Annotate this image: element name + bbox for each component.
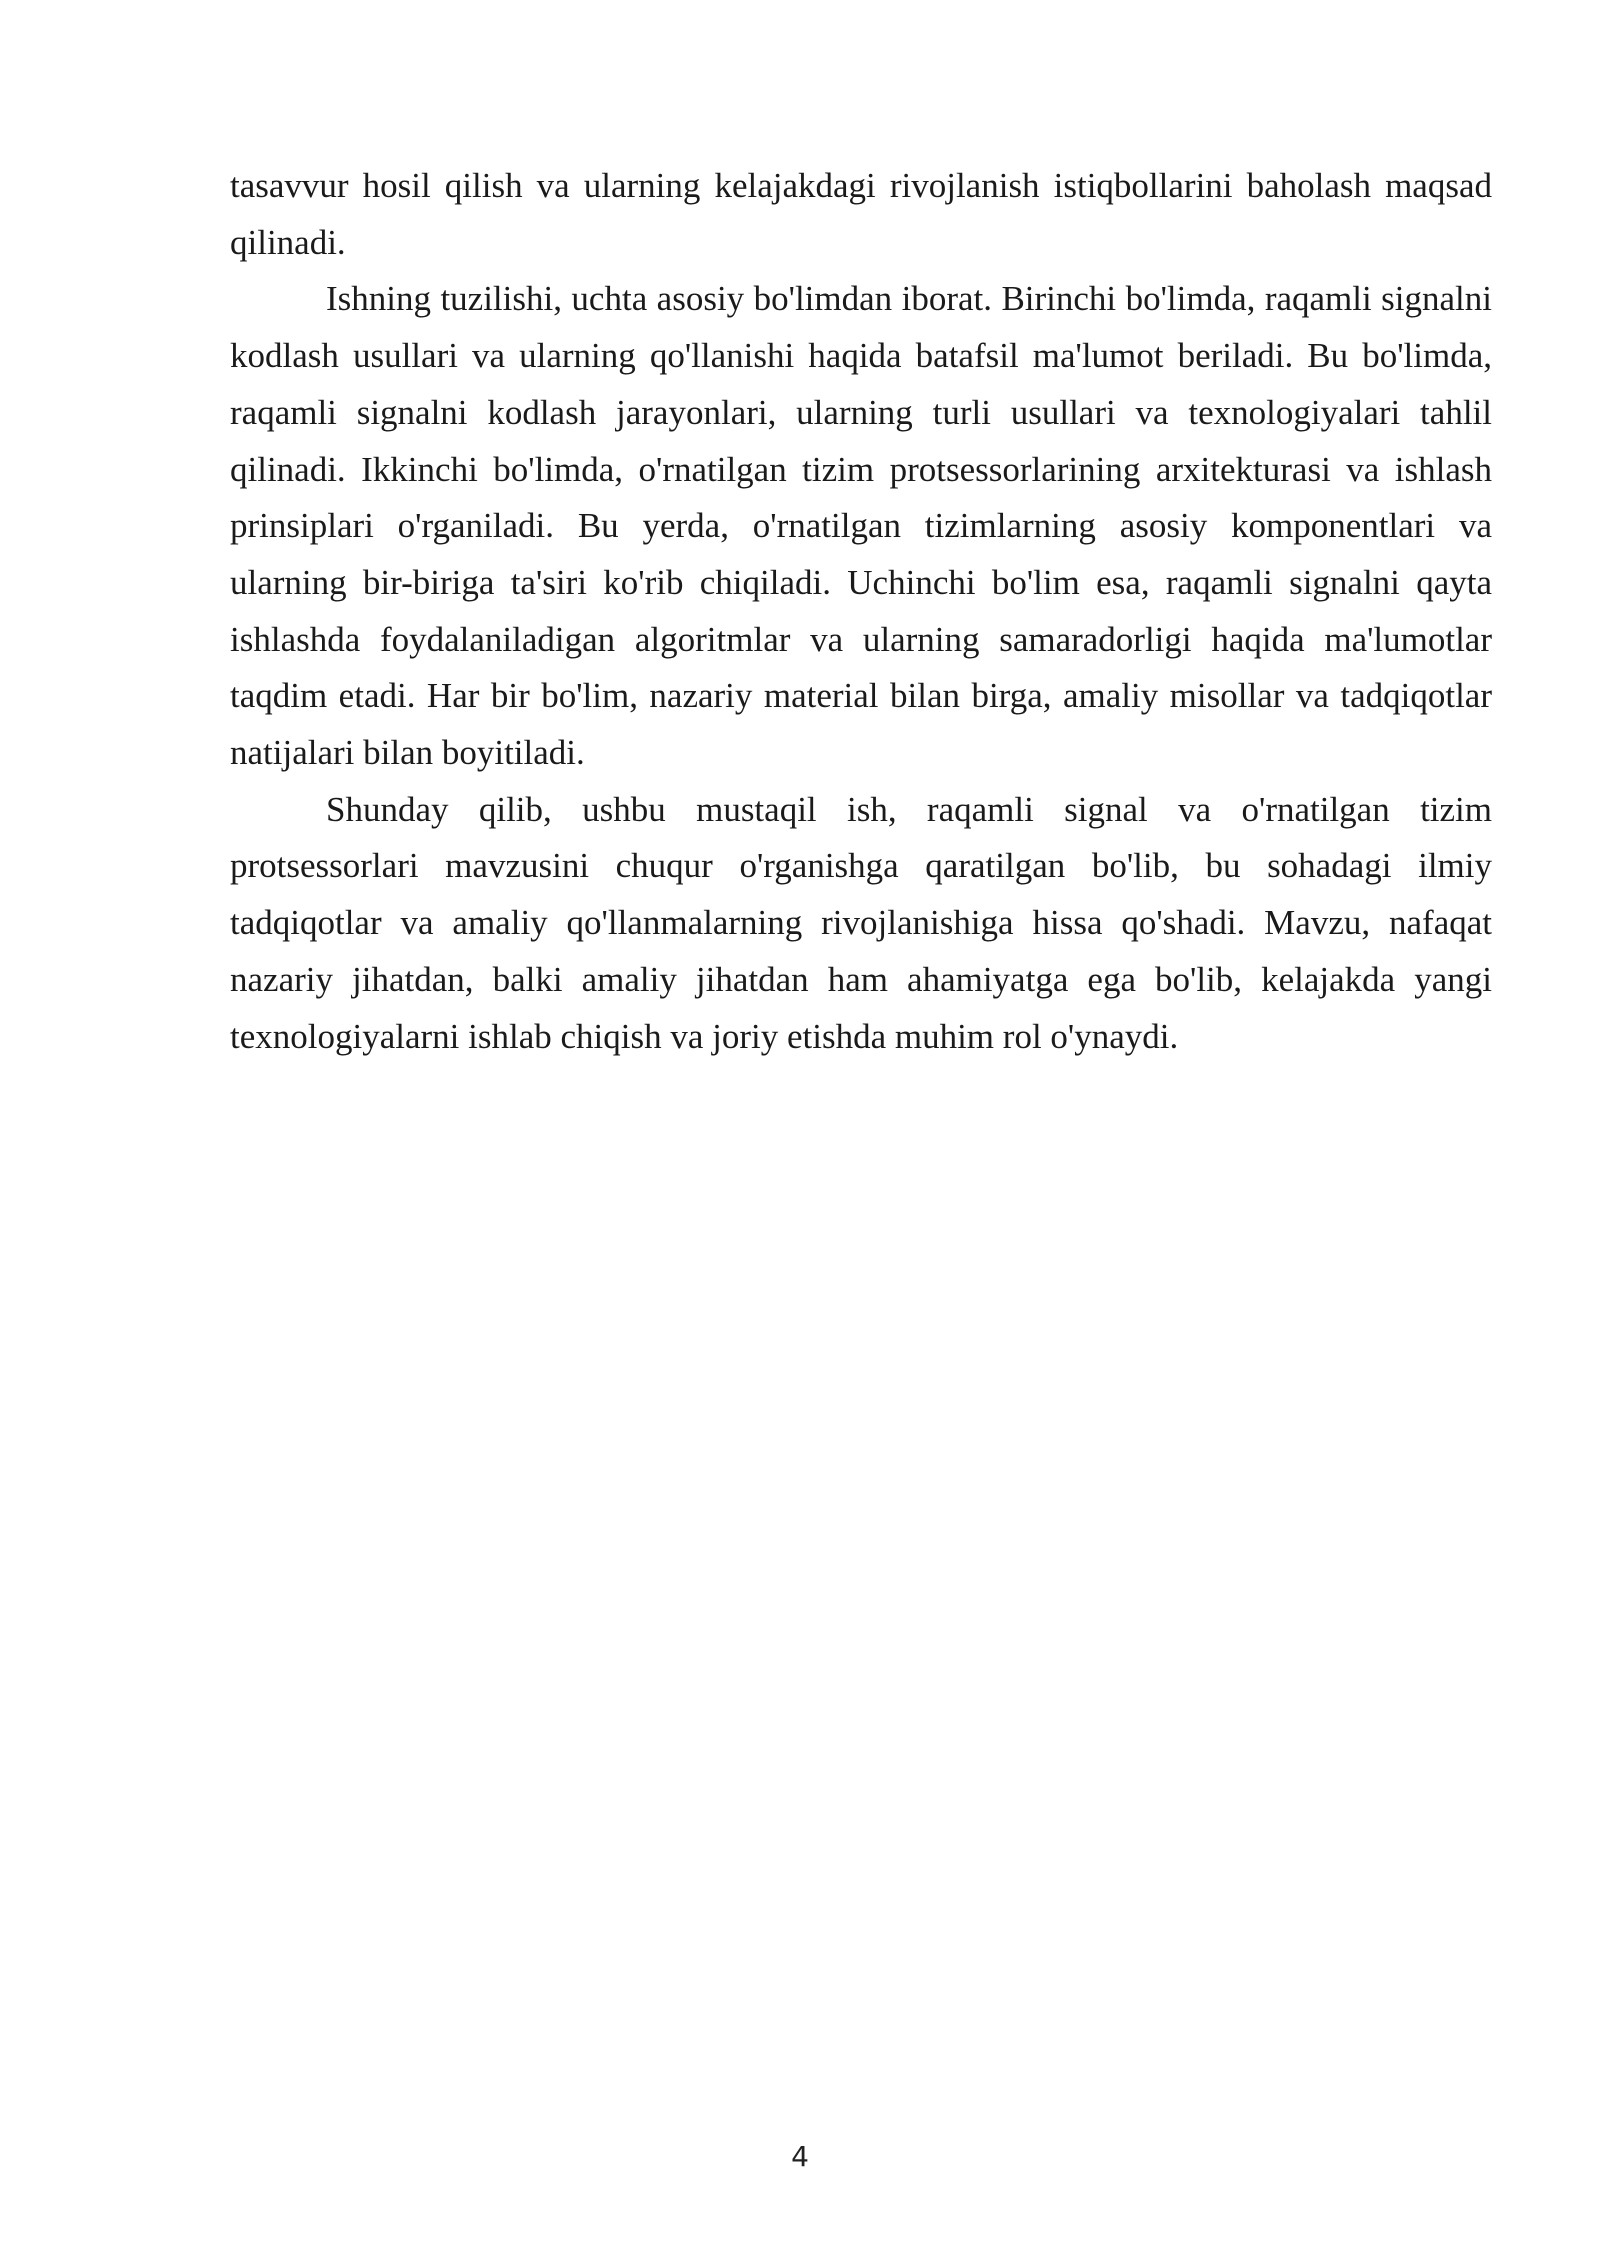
document-body (230, 158, 1492, 1065)
paragraph-1: tasavvur hosil qilish va ularning kelajakdagi rivojlanish istiqbollarini baholash maqsad qilinadi. (230, 166, 1492, 262)
page-number: 4 (791, 2140, 809, 2173)
paragraph-2: Ishning tuzilishi, uchta asosiy bo'limdan iborat. Birinchi bo'limda, raqamli signalni kodlash usullari va ularning qo'llanishi haqida batafsil ma'lumot beriladi. Bu bo'limda, raqamli signalni kodlash jarayonlari, ularning turli usullari va texnologiyalari tahlil qilinadi. Ikkinchi bo'limda, o'rnatilgan tizim protsessorlarining arxitekturasi va ishlash prinsiplari o'rganiladi. Bu yerda, o'rnatilgan tizimlarning asosiy komponentlari va ularning bir-biriga ta'siri ko'rib chiqiladi. Uchinchi bo'lim esa, raqamli signalni qayta ishlashda foydalaniladigan algoritmlar va ularning samaradorligi haqida ma'lumotlar taqdim etadi. Har bir bo'lim, nazariy material bilan birga, amaliy misollar va tadqiqotlar natijalari bilan boyitiladi. (230, 279, 1492, 773)
paragraph-3: Shunday qilib, ushbu mustaqil ish, raqamli signal va o'rnatilgan tizim protsessorlari mavzusini chuqur o'rganishga qaratilgan bo'lib, bu sohadagi ilmiy tadqiqotlar va amaliy qo'llanmalarning rivojlanishiga hissa qo'shadi. Mavzu, nafaqat nazariy jihatdan, balki amaliy jihatdan ham ahamiyatga ega bo'lib, kelajakda yangi texnologiyalarni ishlab chiqish va joriy etishda muhim rol o'ynaydi. (230, 789, 1492, 1056)
